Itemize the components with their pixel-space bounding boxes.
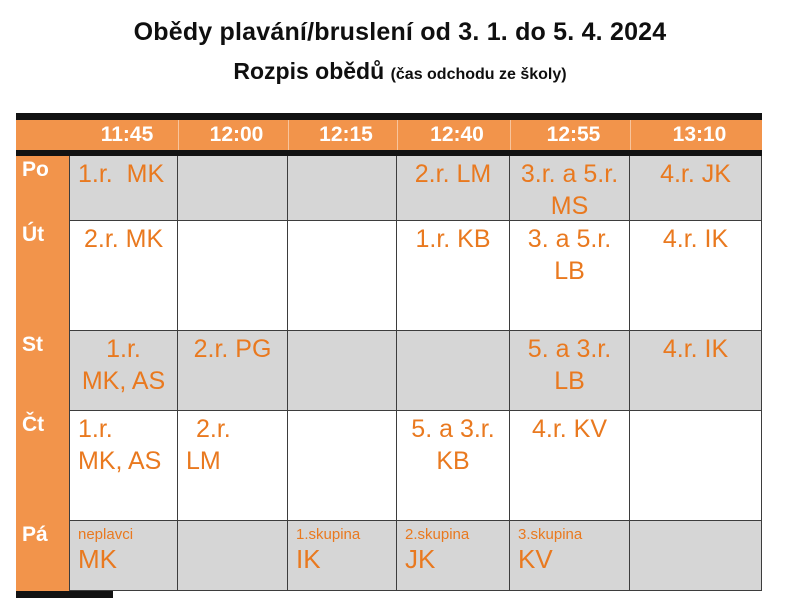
cell-po-12-15	[288, 156, 397, 221]
table-top-bar	[16, 113, 762, 120]
cell-po-11-45	[70, 156, 178, 221]
cell-st-12-55	[510, 331, 630, 411]
cell-text: 4.r. KV	[531, 415, 608, 443]
cell-po-12-55	[510, 156, 630, 221]
cell-text: 1.r.	[78, 415, 113, 443]
cell-text: 3.skupina	[518, 526, 583, 543]
cell-pa-12-15	[288, 521, 397, 591]
cell-text: 4.r. JK	[660, 160, 731, 188]
schedule-table	[16, 113, 762, 598]
day-label-st: St	[16, 331, 70, 411]
cell-st-12-40	[397, 331, 510, 411]
cell-text: 3.r. a 5.r.	[520, 160, 619, 188]
cell-text: neplavci	[78, 526, 134, 543]
cell-ct-12-15	[288, 411, 397, 521]
cell-ut-12-55	[510, 221, 630, 331]
cell-text: 1.r. KB	[415, 225, 491, 253]
time-header-13-10: 13:10	[630, 120, 762, 150]
cell-ct-12-40	[397, 411, 510, 521]
cell-ct-12-00	[178, 411, 288, 521]
cell-text: IK	[296, 543, 321, 574]
cell-pa-12-00	[178, 521, 288, 591]
cell-text: KB	[436, 447, 470, 475]
schedule-grid	[16, 156, 762, 591]
time-header-11-45: 11:45	[100, 123, 154, 146]
cell-text: 2.skupina	[405, 526, 470, 543]
page-title: Obědy plavání/bruslení od 3. 1. do 5. 4. 2024	[133, 18, 667, 46]
cell-text: LB	[554, 257, 585, 285]
cell-text: 3. a 5.r.	[527, 225, 612, 253]
cell-st-11-45	[70, 331, 178, 411]
cell-text: MS	[550, 192, 589, 220]
corner-cell	[16, 120, 70, 150]
cell-st-13-10	[630, 331, 762, 411]
cell-text: 2.r. PG	[193, 335, 272, 363]
page-subtitle	[0, 58, 800, 85]
subtitle-note	[391, 66, 567, 83]
time-header-row	[16, 120, 762, 150]
cell-ct-11-45	[70, 411, 178, 521]
cell-text: 1.skupina	[296, 526, 361, 543]
day-label-po: Po	[16, 156, 70, 221]
cell-text: MK	[78, 543, 117, 574]
cell-text: 1.r.	[106, 335, 141, 363]
cell-text: 1.r. MK	[78, 160, 165, 188]
cell-text: 2.r. LM	[414, 160, 492, 188]
subtitle-main: Rozpis obědů	[233, 58, 385, 84]
cell-text: 5. a 3.r.	[411, 415, 495, 443]
cell-ut-12-15	[288, 221, 397, 331]
day-label-ct: Čt	[16, 411, 70, 521]
cell-text: 4.r. IK	[662, 335, 729, 363]
cell-text: 4.r. IK	[662, 225, 729, 253]
cell-text: KV	[518, 543, 553, 574]
table-bottom-bar	[16, 591, 113, 598]
cell-pa-12-40	[397, 521, 510, 591]
cell-text: JK	[405, 543, 436, 574]
time-header-12-15: 12:15	[288, 120, 397, 150]
day-label-pa: Pá	[16, 521, 70, 591]
cell-text: MK, AS	[81, 367, 166, 395]
cell-text: LM	[186, 447, 221, 475]
cell-text: 5. a 3.r.	[527, 335, 612, 363]
cell-ut-12-40	[397, 221, 510, 331]
time-header-12-55: 12:55	[510, 120, 630, 150]
cell-ct-12-55	[510, 411, 630, 521]
subtitle-note-text: (čas odchodu ze školy)	[390, 66, 567, 83]
cell-st-12-00	[178, 331, 288, 411]
cell-po-13-10	[630, 156, 762, 221]
cell-pa-11-45	[70, 521, 178, 591]
cell-ut-13-10	[630, 221, 762, 331]
cell-ut-12-00	[178, 221, 288, 331]
cell-ct-13-10	[630, 411, 762, 521]
cell-text: MK, AS	[78, 447, 162, 475]
day-label-ut: Út	[16, 221, 70, 331]
cell-po-12-40	[397, 156, 510, 221]
time-header-12-40: 12:40	[397, 120, 510, 150]
cell-po-12-00	[178, 156, 288, 221]
cell-pa-13-10	[630, 521, 762, 591]
cell-text: 2.r. MK	[84, 225, 164, 253]
cell-text: 2.r.	[196, 415, 231, 443]
cell-st-12-15	[288, 331, 397, 411]
cell-text: LB	[554, 367, 585, 395]
cell-pa-12-55	[510, 521, 630, 591]
time-header-12-00: 12:00	[178, 120, 288, 150]
cell-ut-11-45	[70, 221, 178, 331]
